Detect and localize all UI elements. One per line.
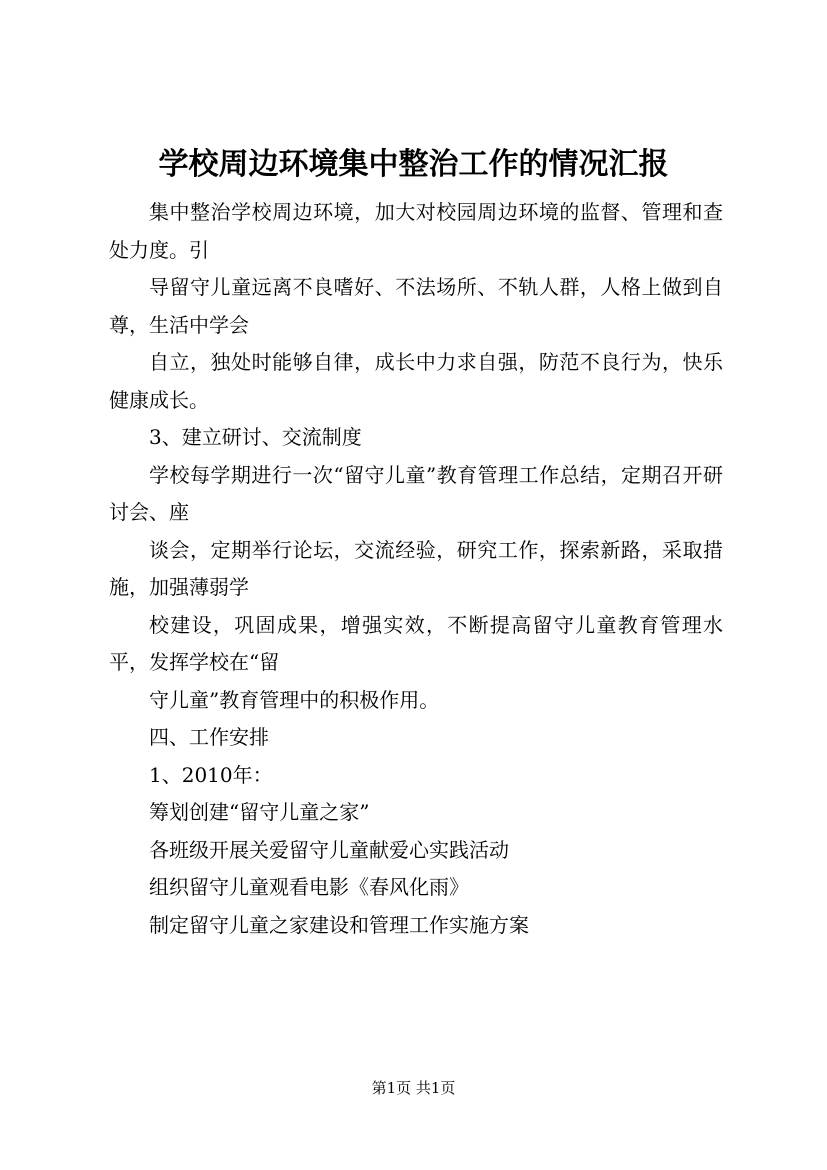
section-heading: 四、工作安排: [149, 725, 269, 749]
list-item: 筹划创建“留守儿童之家”: [149, 800, 370, 824]
paragraph: 学校每学期进行一次“留守儿童”教育管理工作总结，定期召开研讨会、座: [109, 462, 723, 524]
paragraph: 谈会，定期举行论坛，交流经验，研究工作，探索新路，采取措施，加强薄弱学: [109, 537, 723, 599]
list-item: 各班级开展关爱留守儿童献爱心实践活动: [149, 837, 509, 862]
paragraph: 自立，独处时能够自律，成长中力求自强，防范不良行为，快乐健康成长。: [109, 350, 723, 412]
paragraph: 集中整治学校周边环境，加大对校园周边环境的监督、管理和查处力度。引: [109, 200, 723, 262]
list-item: 制定留守儿童之家建设和管理工作实施方案: [149, 912, 529, 937]
section-heading: 3、建立研讨、交流制度: [149, 425, 362, 449]
paragraph: 导留守儿童远离不良嗜好、不法场所、不轨人群，人格上做到自尊，生活中学会: [109, 275, 723, 337]
document-body: [109, 194, 723, 944]
document-title: 学校周边环境集中整治工作的情况汇报: [158, 147, 669, 182]
list-item: 1、2010年：: [149, 762, 273, 787]
page-footer: 第1页 共1页: [371, 1079, 456, 1097]
list-item: 组织留守儿童观看电影《春风化雨》: [149, 875, 469, 899]
paragraph: 守儿童”教育管理中的积极作用。: [149, 687, 440, 712]
paragraph: 校建设，巩固成果，增强实效，不断提高留守儿童教育管理水平，发挥学校在“留: [109, 612, 723, 674]
